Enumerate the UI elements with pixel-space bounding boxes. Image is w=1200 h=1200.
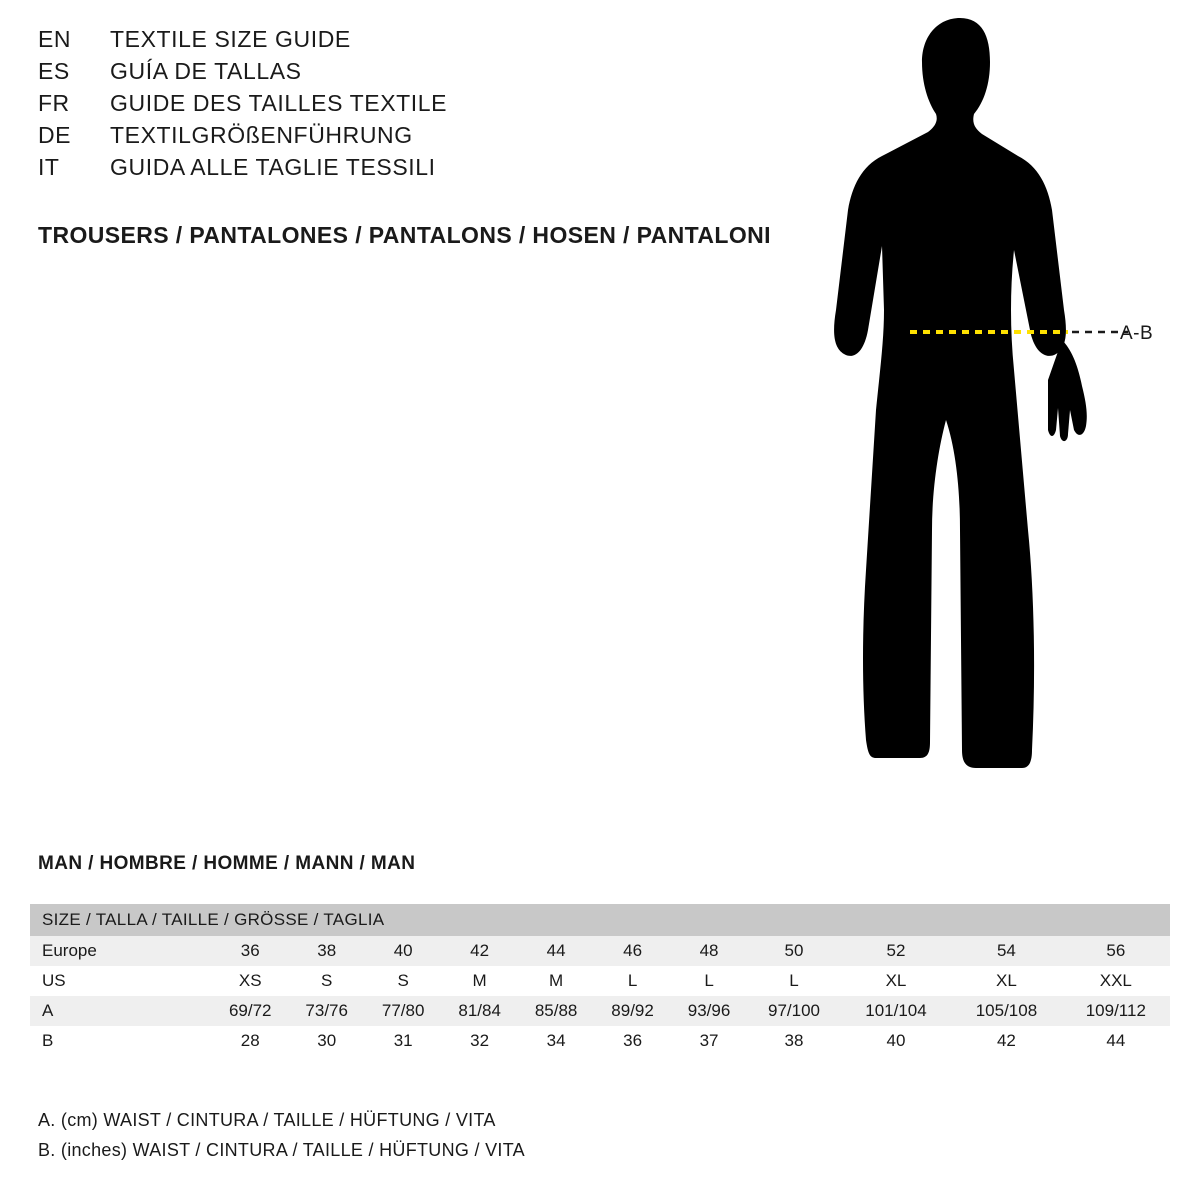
table-header-row (30, 904, 1170, 936)
row-label: Europe (30, 936, 212, 966)
cell: 44 (1062, 1026, 1170, 1056)
language-code: EN (38, 26, 71, 52)
cell: 109/112 (1062, 996, 1170, 1026)
cell: 38 (288, 936, 364, 966)
cell: 48 (671, 936, 747, 966)
cell: 40 (841, 1026, 951, 1056)
cell: XS (212, 966, 288, 996)
cell: 30 (288, 1026, 364, 1056)
cell: 42 (441, 936, 517, 966)
cell: 77/80 (365, 996, 441, 1026)
row-label: US (30, 966, 212, 996)
cell: L (671, 966, 747, 996)
language-code: ES (38, 58, 70, 84)
cell: 93/96 (671, 996, 747, 1026)
measure-label-ab: A-B (1120, 323, 1154, 344)
cell: XL (951, 966, 1061, 996)
cell: 105/108 (951, 996, 1061, 1026)
cell: 32 (441, 1026, 517, 1056)
footnote-b: B. (inches) WAIST / CINTURA / TAILLE / HÜFTUNG / VITA (38, 1140, 525, 1160)
language-text: GUÍA DE TALLAS (110, 58, 302, 84)
language-row (38, 26, 818, 58)
row-label: A (30, 996, 212, 1026)
cell: S (288, 966, 364, 996)
language-code: IT (38, 154, 60, 180)
language-row (38, 122, 818, 154)
cell: XXL (1062, 966, 1170, 996)
language-text: GUIDE DES TAILLES TEXTILE (110, 90, 448, 116)
cell: 101/104 (841, 996, 951, 1026)
cell: 97/100 (747, 996, 840, 1026)
cell: 54 (951, 936, 1061, 966)
language-row (38, 154, 818, 186)
language-text: TEXTILE SIZE GUIDE (110, 26, 351, 52)
cell: 34 (518, 1026, 594, 1056)
cell: 81/84 (441, 996, 517, 1026)
garment-type-label: TROUSERS / PANTALONES / PANTALONS / HOSEN / PANTALONI (38, 222, 771, 248)
cell: 42 (951, 1026, 1061, 1056)
language-list (38, 26, 818, 186)
language-text: TEXTILGRÖßENFÜHRUNG (110, 122, 413, 148)
table-row (30, 1026, 1170, 1056)
cell: 69/72 (212, 996, 288, 1026)
table-row (30, 966, 1170, 996)
cell: L (594, 966, 670, 996)
language-row (38, 90, 818, 122)
section-caption-man: MAN / HOMBRE / HOMME / MANN / MAN (38, 853, 416, 874)
footnotes (38, 1110, 525, 1170)
cell: L (747, 966, 840, 996)
man-silhouette-icon (810, 10, 1200, 810)
cell: M (518, 966, 594, 996)
cell: 56 (1062, 936, 1170, 966)
cell: 28 (212, 1026, 288, 1056)
cell: 52 (841, 936, 951, 966)
cell: 36 (594, 1026, 670, 1056)
language-text: GUIDA ALLE TAGLIE TESSILI (110, 154, 436, 180)
table-header-label: SIZE / TALLA / TAILLE / GRÖSSE / TAGLIA (30, 904, 1170, 936)
cell: 37 (671, 1026, 747, 1056)
cell: 89/92 (594, 996, 670, 1026)
cell: 85/88 (518, 996, 594, 1026)
cell: 38 (747, 1026, 840, 1056)
cell: 50 (747, 936, 840, 966)
language-code: DE (38, 122, 71, 148)
cell: 40 (365, 936, 441, 966)
cell: 44 (518, 936, 594, 966)
cell: 36 (212, 936, 288, 966)
cell: XL (841, 966, 951, 996)
figure-area (810, 10, 1200, 810)
cell: 31 (365, 1026, 441, 1056)
cell: M (441, 966, 517, 996)
language-code: FR (38, 90, 70, 116)
cell: 46 (594, 936, 670, 966)
table-row (30, 996, 1170, 1026)
cell: S (365, 966, 441, 996)
footnote-a: A. (cm) WAIST / CINTURA / TAILLE / HÜFTUNG / VITA (38, 1110, 496, 1130)
size-table (30, 904, 1170, 1056)
cell: 73/76 (288, 996, 364, 1026)
table-row (30, 936, 1170, 966)
row-label: B (30, 1026, 212, 1056)
language-row (38, 58, 818, 90)
